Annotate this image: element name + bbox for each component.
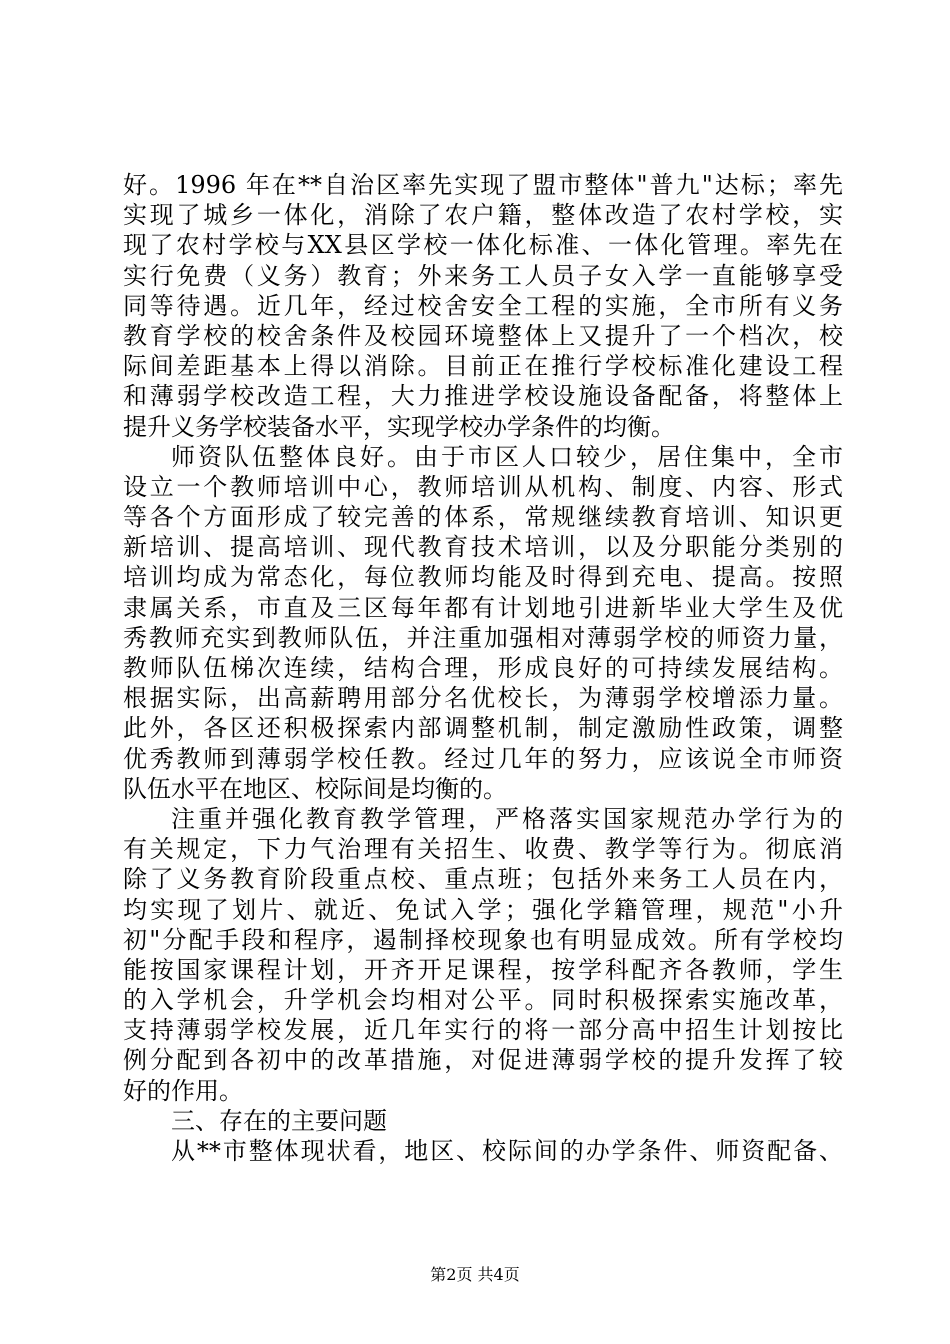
text-line: 支持薄弱学校发展，近几年实行的将一部分高中招生计划按比 — [123, 1016, 843, 1045]
text-line: 和薄弱学校改造工程，大力推进学校设施设备配备，将整体上 — [123, 382, 843, 411]
text-line: 师资队伍整体良好。由于市区人口较少，居住集中，全市 — [171, 442, 843, 471]
text-line: 好的作用。 — [123, 1076, 243, 1105]
text-line: 例分配到各初中的改革措施，对促进薄弱学校的提升发挥了较 — [123, 1046, 843, 1075]
text-line: 队伍水平在地区、校际间是均衡的。 — [123, 774, 507, 803]
text-line: 秀教师充实到教师队伍，并注重加强相对薄弱学校的师资力量， — [123, 623, 843, 652]
text-line: 新培训、提高培训、现代教育技术培训，以及分职能分类别的 — [123, 533, 843, 562]
text-line: 教师队伍梯次连续，结构合理，形成良好的可持续发展结构。 — [123, 654, 843, 682]
text-line: 根据实际，出高薪聘用部分名优校长，为薄弱学校增添力量。 — [123, 684, 843, 713]
text-line: 能按国家课程计划，开齐开足课程，按学科配齐各教师，学生 — [123, 955, 843, 984]
body-text — [123, 170, 843, 1166]
text-line: 三、存在的主要问题 — [171, 1106, 387, 1135]
text-line: 实现了城乡一体化，消除了农户籍，整体改造了农村学校，实 — [123, 201, 843, 230]
text-line: 初"分配手段和程序，遏制择校现象也有明显成效。所有学校均 — [123, 925, 843, 954]
text-line: 好。1996 年在**自治区率先实现了盟市整体"普九"达标；率先 — [123, 171, 843, 199]
text-line: 均实现了划片、就近、免试入学；强化学籍管理，规范"小升 — [123, 895, 843, 924]
text-line: 除了义务教育阶段重点校、重点班；包括外来务工人员在内， — [123, 865, 843, 894]
text-line: 现了农村学校与XX县区学校一体化标准、一体化管理。率先在 — [123, 231, 843, 260]
text-line: 际间差距基本上得以消除。目前正在推行学校标准化建设工程 — [123, 352, 843, 381]
text-line: 提升义务学校装备水平，实现学校办学条件的均衡。 — [123, 412, 675, 441]
text-line: 此外，各区还积极探索内部调整机制，制定激励性政策，调整 — [123, 714, 843, 743]
text-line: 同等待遇。近几年，经过校舍安全工程的实施，全市所有义务 — [123, 291, 843, 320]
text-line: 等各个方面形成了较完善的体系，常规继续教育培训、知识更 — [123, 503, 843, 532]
text-line: 设立一个教师培训中心，教师培训从机构、制度、内容、形式 — [123, 472, 843, 501]
text-line: 注重并强化教育教学管理，严格落实国家规范办学行为的 — [171, 804, 843, 833]
text-line: 有关规定，下力气治理有关招生、收费、教学等行为。彻底消 — [123, 835, 843, 864]
text-line: 实行免费（义务）教育；外来务工人员子女入学一直能够享受 — [123, 261, 843, 290]
text-line: 优秀教师到薄弱学校任教。经过几年的努力，应该说全市师资 — [123, 744, 843, 773]
text-line: 从**市整体现状看，地区、校际间的办学条件、师资配备、 — [171, 1137, 843, 1165]
text-line: 的入学机会，升学机会均相对公平。同时积极探索实施改革， — [123, 986, 843, 1015]
text-line: 培训均成为常态化，每位教师均能及时得到充电、提高。按照 — [123, 563, 843, 592]
text-line: 隶属关系，市直及三区每年都有计划地引进新毕业大学生及优 — [123, 593, 843, 622]
page-footer: 第2页 共4页 — [430, 1265, 520, 1284]
text-line: 教育学校的校舍条件及校园环境整体上又提升了一个档次，校 — [123, 321, 843, 350]
